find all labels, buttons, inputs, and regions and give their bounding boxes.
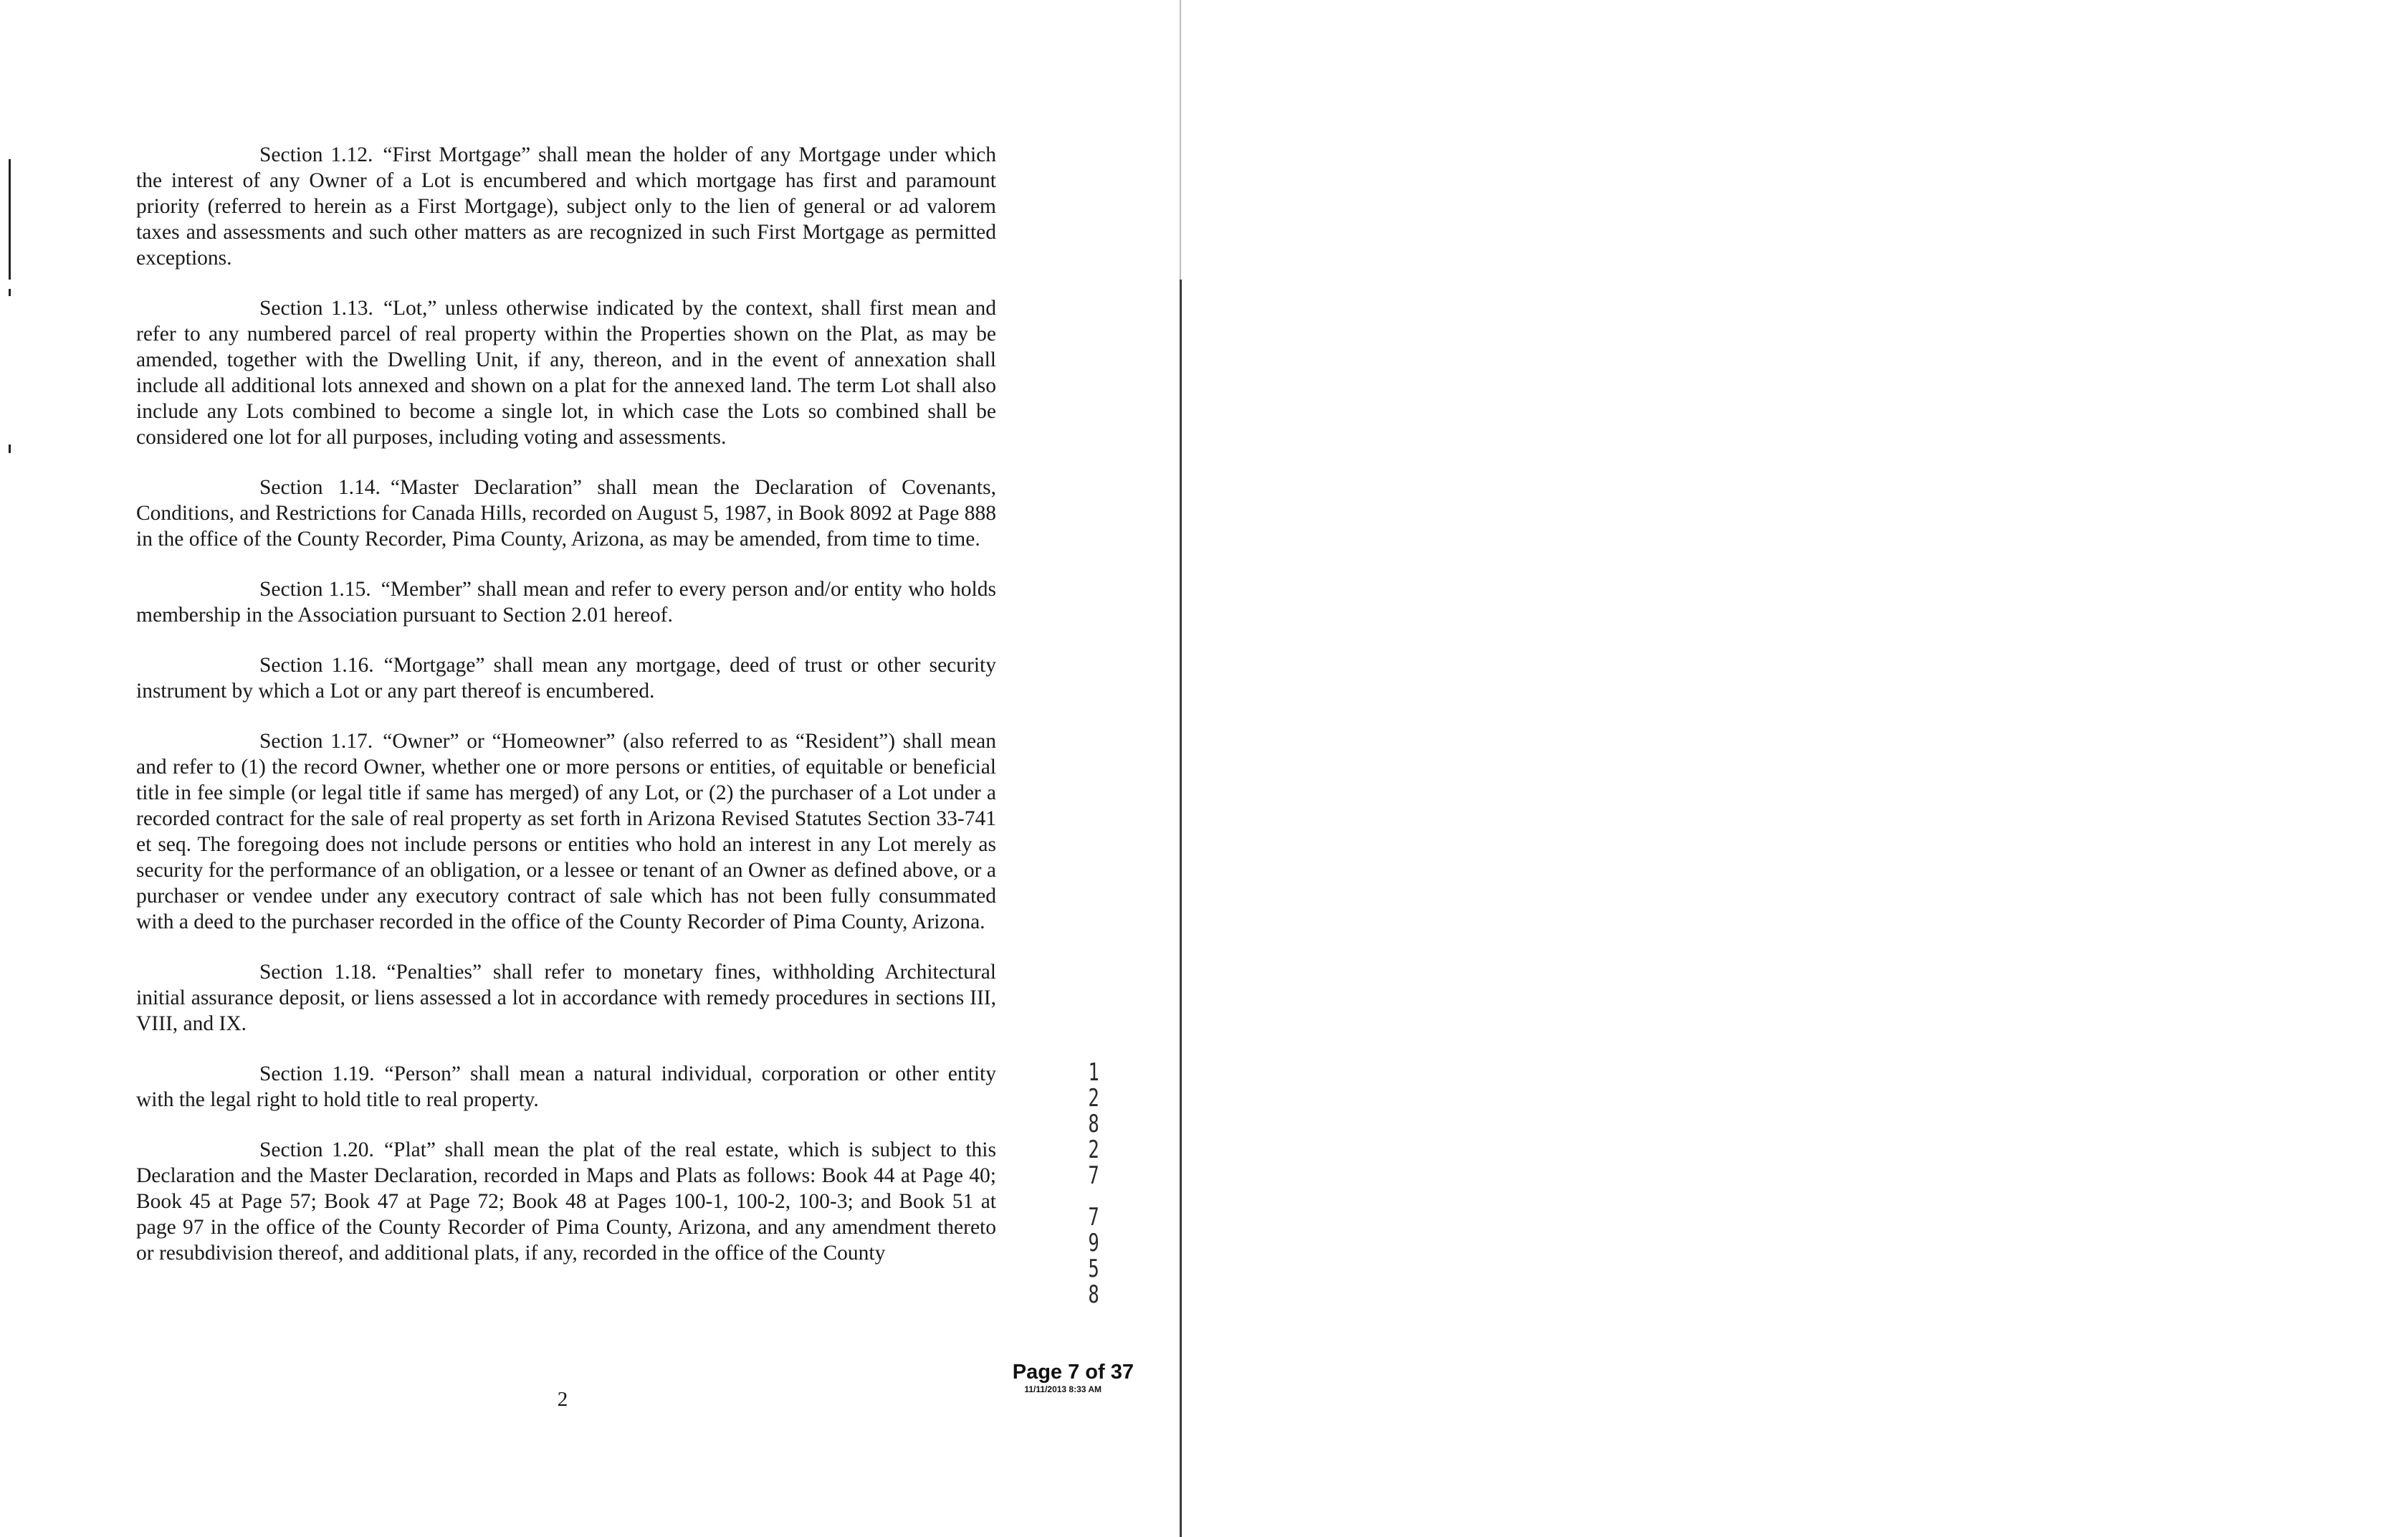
- stamp-digit: 8: [1088, 1110, 1099, 1138]
- section-label: Section 1.17.: [259, 730, 373, 753]
- section-text: “Mortgage” shall mean any mortgage, deed of trust or other security instrument by which a Lot or any part thereof is encumbered.: [136, 654, 996, 703]
- section-text: “Lot,” unless otherwise indicated by the context, shall first mean and refer to any numbered parcel of real property within the Properties shown on the Plat, as may be amended, together with the Dwelling Unit, if any, thereon, and in the event of annexation shall include all additional lots annexed and shown on a plat for the annexed land. The term Lot shall also include any Lots combined to become a single lot, in which case the Lots so combined shall be considered one lot for all purposes, including voting and assessments.: [136, 297, 996, 449]
- section-1-19: [136, 1061, 996, 1113]
- section-label: Section 1.19.: [259, 1062, 375, 1085]
- stamp-digit: 2: [1088, 1136, 1099, 1164]
- section-label: Section 1.13.: [259, 297, 373, 320]
- stamp-digit: 8: [1088, 1280, 1099, 1309]
- stamp-digit: 7: [1088, 1161, 1099, 1190]
- stamp-digit: 1: [1088, 1058, 1099, 1087]
- section-text: “Person” shall mean a natural individual, corporation or other entity with the legal right to hold title to real property.: [136, 1062, 996, 1111]
- section-1-18: [136, 959, 996, 1037]
- margin-revision-mark: [9, 289, 11, 296]
- document-body: [136, 142, 996, 1290]
- stamp-digit: 5: [1088, 1255, 1099, 1283]
- recording-number-stamp: [1084, 1060, 1104, 1308]
- section-text: “Owner” or “Homeowner” (also referred to as “Resident”) shall mean and refer to (1) the record Owner, whether one or more persons or entities, of equitable or beneficial title in fee simple (or legal title if same has merged) of any Lot, or (2) the purchaser of a Lot under a recorded contract for the sale of real property as set forth in Arizona Revised Statutes Section 33-741 et seq. The foregoing does not include persons or entities who hold an interest in any Lot merely as security for the performance of an obligation, or a lessee or tenant of an Owner as defined above, or a purchaser or vendee under any executory contract of sale which has not been fully consummated with a deed to the purchaser recorded in the office of the County Recorder of Pima County, Arizona.: [136, 730, 996, 933]
- section-text: “Penalties” shall refer to monetary fines, withholding Architectural initial assurance deposit, or liens assessed a lot in accordance with remedy procedures in sections III, VIII, and IX.: [136, 961, 996, 1035]
- section-label: Section 1.12.: [259, 143, 373, 166]
- section-text: “Master Declaration” shall mean the Declaration of Covenants, Conditions, and Restrictions for Canada Hills, recorded on August 5, 1987, in Book 8092 at Page 888 in the office of the County Recorder, Pima County, Arizona, as may be amended, from time to time.: [136, 476, 996, 551]
- document-page: [0, 0, 1175, 1537]
- section-label: Section 1.18.: [259, 961, 377, 984]
- section-1-13: [136, 295, 996, 450]
- stamp-digit: 2: [1088, 1084, 1099, 1113]
- section-label: Section 1.20.: [259, 1138, 374, 1161]
- blank-page-area: [1186, 0, 2408, 1537]
- section-label: Section 1.16.: [259, 654, 374, 677]
- margin-revision-mark: [9, 444, 11, 453]
- section-label: Section 1.15.: [259, 578, 371, 601]
- section-1-14: [136, 475, 996, 552]
- stamp-digit: 9: [1088, 1229, 1099, 1257]
- section-label: Section 1.14.: [259, 476, 381, 499]
- footer-page-number: 2: [557, 1388, 568, 1411]
- page-edge-divider: [1180, 280, 1182, 1537]
- margin-revision-bar: [9, 159, 11, 280]
- section-text: “Plat” shall mean the plat of the real estate, which is subject to this Declaration and the Master Declaration, recorded in Maps and Plats as follows: Book 44 at Page 40; Book 45 at Page 57; Book 47 at Page 72; Book 48 at Pages 100-1, 100-2, 100-3; and Book 51 at page 97 in the office of the County Recorder of Pima County, Arizona, and any amendment thereto or resubdivision thereof, and additional plats, if any, recorded in the office of the County: [136, 1138, 996, 1265]
- page-counter: Page 7 of 37: [1012, 1361, 1134, 1384]
- stamp-gap: [1084, 1189, 1104, 1204]
- section-1-17: [136, 728, 996, 935]
- section-1-16: [136, 652, 996, 704]
- section-text: “Member” shall mean and refer to every person and/or entity who holds membership in the Association pursuant to Section 2.01 hereof.: [136, 578, 996, 627]
- print-timestamp: 11/11/2013 8:33 AM: [1024, 1384, 1102, 1394]
- page-edge-divider: [1180, 0, 1181, 280]
- section-1-15: [136, 576, 996, 628]
- section-1-20: [136, 1137, 996, 1266]
- section-1-12: [136, 142, 996, 271]
- stamp-digit: 7: [1088, 1203, 1099, 1232]
- section-text: “First Mortgage” shall mean the holder of any Mortgage under which the interest of any Owner of a Lot is encumbered and which mortgage has first and paramount priority (referred to herein as a First Mortgage), subject only to the lien of general or ad valorem taxes and assessments and such other matters as are recognized in such First Mortgage as permitted exceptions.: [136, 143, 996, 270]
